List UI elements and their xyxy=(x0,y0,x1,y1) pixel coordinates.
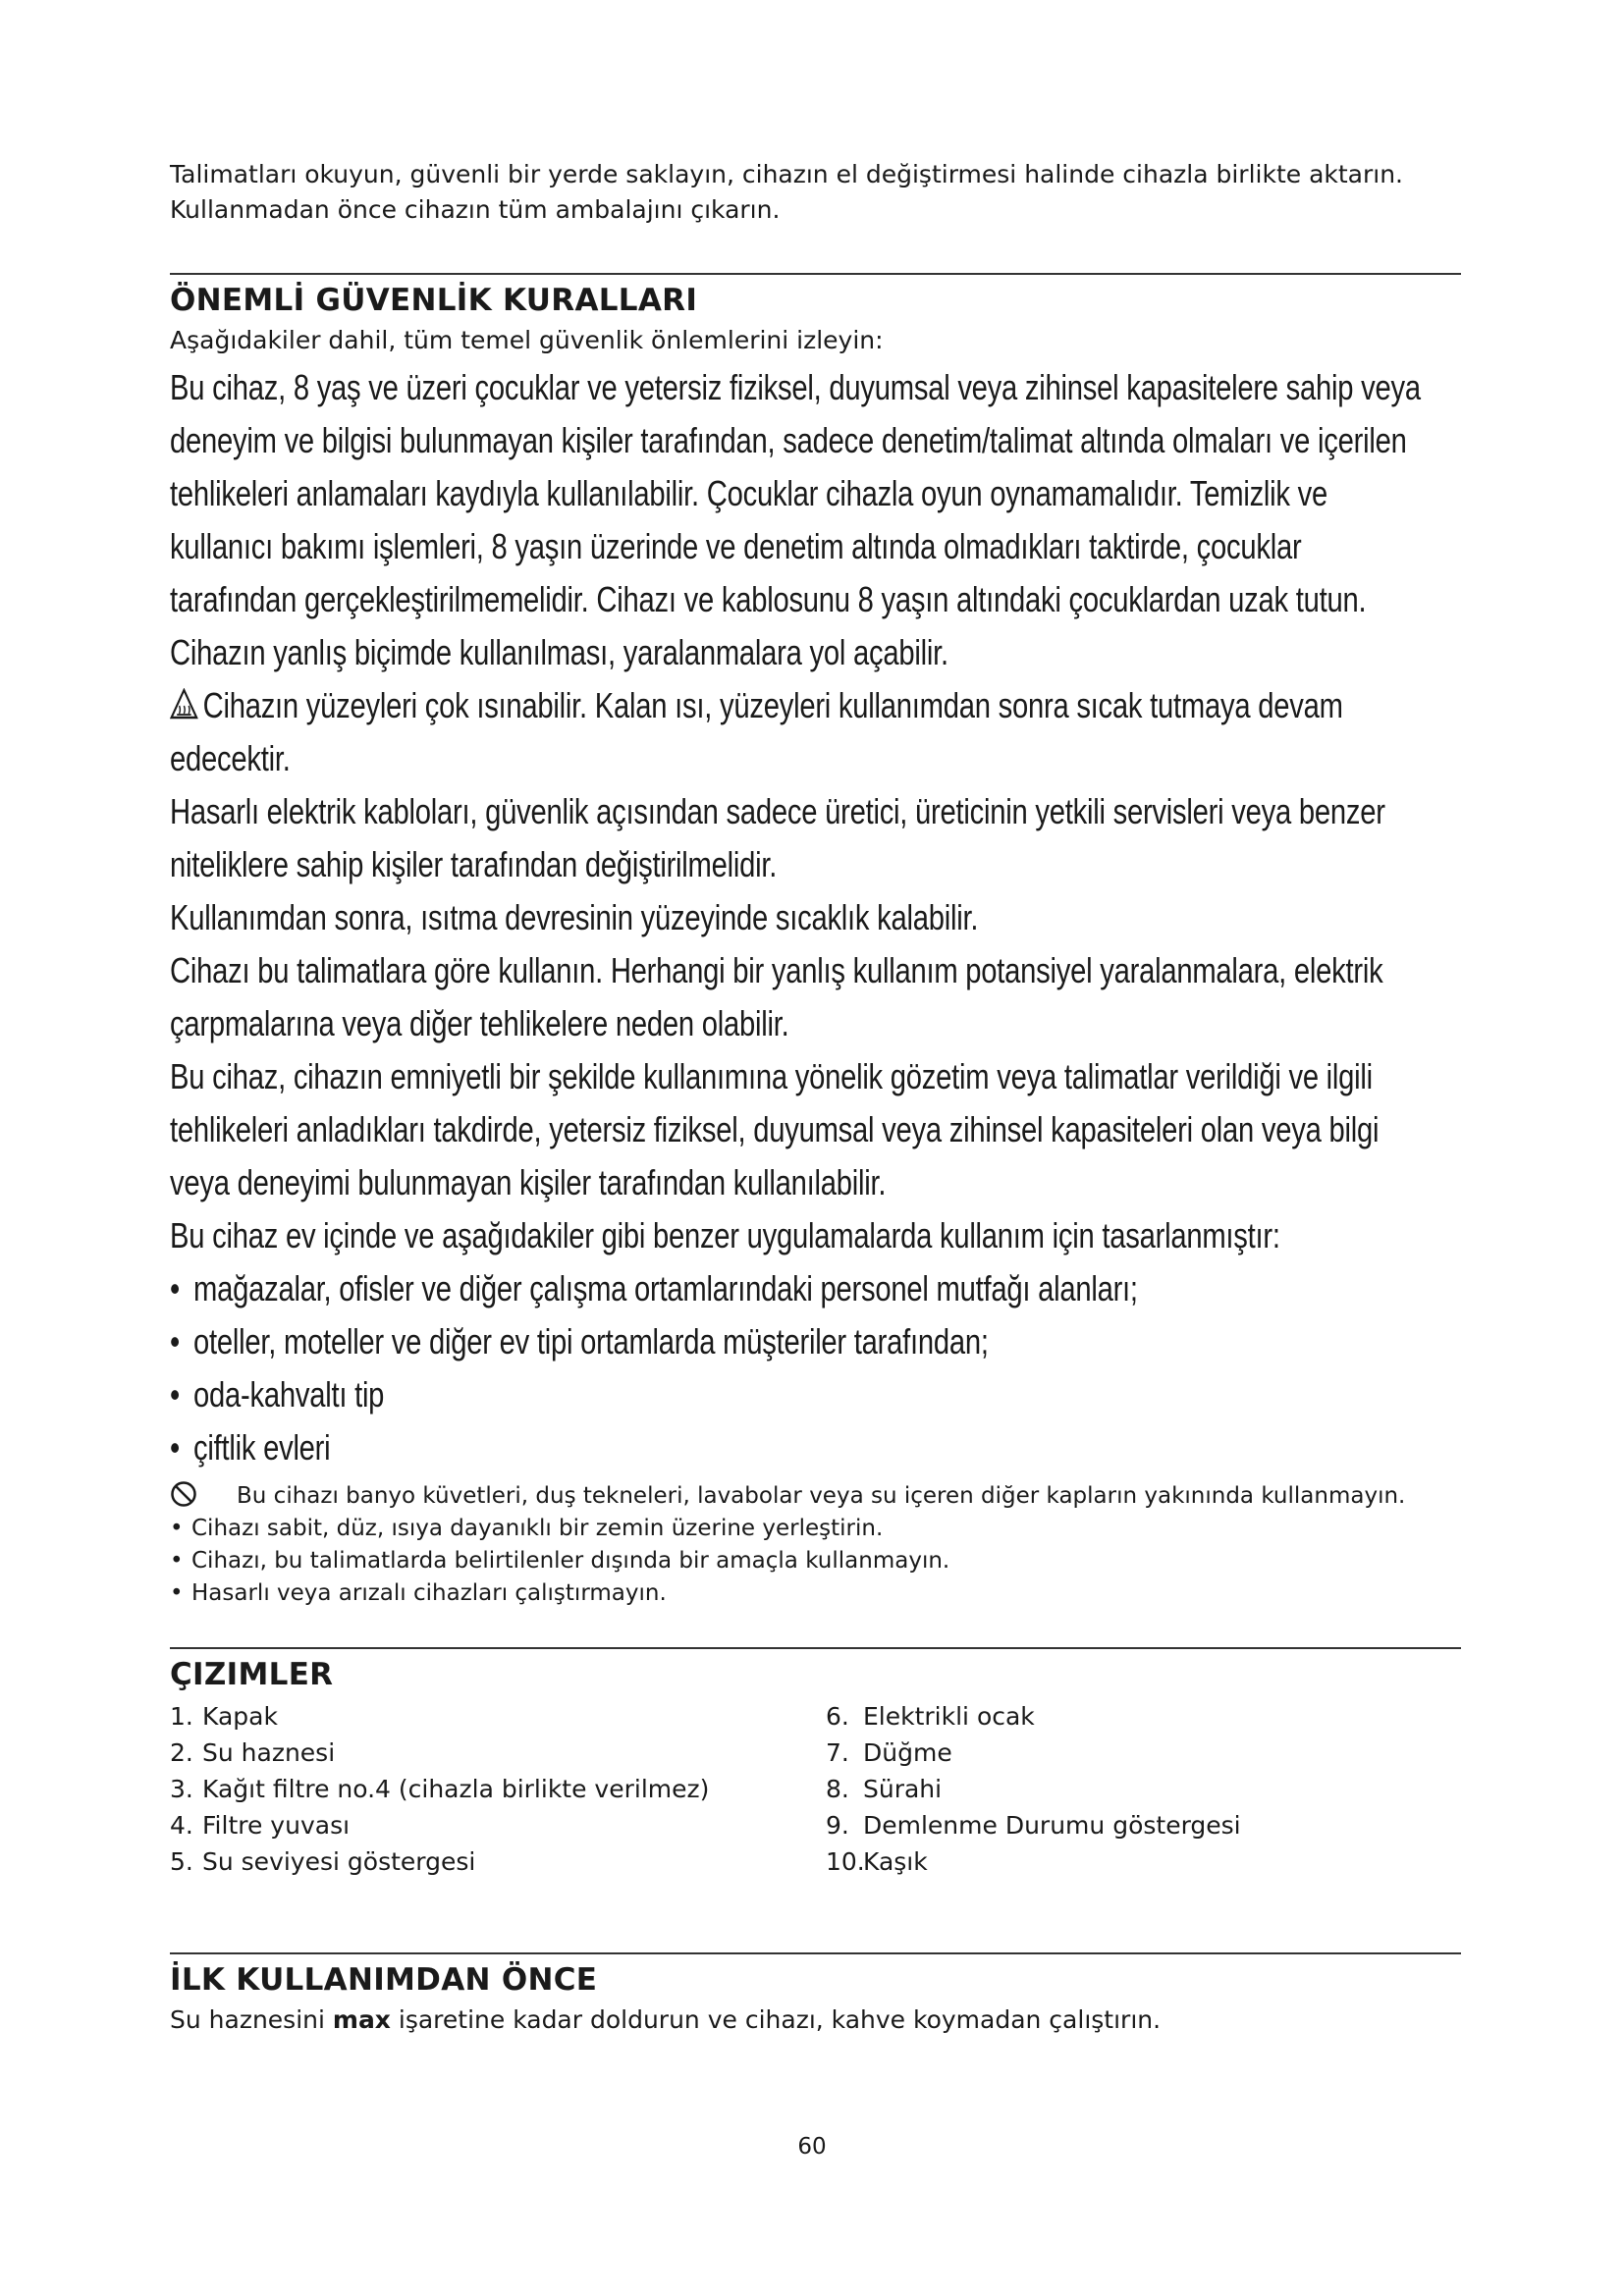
safety-line: tehlikeleri anladıkları takdirde, yetersiz fiziksel, duyumsal veya zihinsel kapasiteleri olan veya bilgi xyxy=(170,1109,1380,1149)
part-item: 6. Elektrikli ocak xyxy=(826,1702,1035,1731)
safety-line: tehlikeleri anlamaları kaydıyla kullanılabilir. Çocuklar cihazla oyun oynamamalıdır. Temizlik ve xyxy=(170,473,1328,513)
list-item-text: mağazalar, ofisler ve diğer çalışma ortamlarındaki personel mutfağı alanları; xyxy=(193,1268,1138,1308)
bullet-icon: • xyxy=(170,1427,180,1468)
list-item xyxy=(170,1577,1461,1610)
list-item-text: Cihazı sabit, düz, ısıya dayanıklı bir zemin üzerine yerleştirin. xyxy=(191,1516,884,1541)
intro xyxy=(170,157,1461,228)
part-item: 8. Sürahi xyxy=(826,1775,943,1803)
prohibit-text: Bu cihazı banyo küvetleri, duş tekneleri, lavabolar veya su içeren diğer kapların yakınında kullanmayın. xyxy=(237,1483,1406,1509)
list-item xyxy=(170,1315,1461,1368)
small-rules xyxy=(170,1480,1461,1610)
manual-page xyxy=(170,157,1461,2041)
divider xyxy=(170,273,1461,275)
safety-line: tarafından gerçekleştirilmemelidir. Cihazı ve kablosunu 8 yaşın altındaki çocuklardan uzak tutun. xyxy=(170,579,1367,619)
bullet-icon: • xyxy=(170,1268,180,1308)
drawings-heading: ÇIZIMLER xyxy=(170,1657,334,1692)
safety-line: kullanıcı bakımı işlemleri, 8 yaşın üzerinde ve denetim altında olmadıkları taktirde, çocuklar xyxy=(170,526,1302,566)
safety-line: Bu cihaz, 8 yaş ve üzeri çocuklar ve yetersiz fiziksel, duyumsal veya zihinsel kapasitelere sahip veya xyxy=(170,367,1421,407)
safety-line: veya deneyimi bulunmayan kişiler tarafından kullanılabilir. xyxy=(170,1162,887,1202)
safety-line: deneyim ve bilgisi bulunmayan kişiler tarafından, sadece denetim/talimat altında olmaları ve içerilen xyxy=(170,420,1407,460)
bullet-icon: • xyxy=(170,1580,184,1606)
safety-heading: ÖNEMLİ GÜVENLİK KURALLARI xyxy=(170,283,698,318)
bullet-icon: • xyxy=(170,1516,184,1541)
list-item-text: oda-kahvaltı tip xyxy=(193,1374,385,1415)
list-item xyxy=(170,1368,1461,1421)
page-number: 60 xyxy=(797,2134,827,2160)
first-use-heading: İLK KULLANIMDAN ÖNCE xyxy=(170,1962,598,1998)
part-item: 1. Kapak xyxy=(170,1702,278,1731)
list-item xyxy=(170,1421,1461,1474)
first-use-text: Su haznesini max işaretine kadar doldurun ve cihazı, kahve koymadan çalıştırın. xyxy=(170,2005,1162,2034)
prohibit-rule xyxy=(170,1480,1461,1513)
bullet-icon: • xyxy=(170,1548,184,1574)
part-item: 2. Su haznesi xyxy=(170,1738,336,1767)
safety-text xyxy=(170,361,1461,1474)
safety-line: Hasarlı elektrik kabloları, güvenlik açısından sadece üretici, üreticinin yetkili servisleri veya benzer xyxy=(170,791,1385,831)
list-item-text: oteller, moteller ve diğer ev tipi ortamlarda müşteriler tarafından; xyxy=(193,1321,989,1362)
parts-list xyxy=(170,1698,1461,1880)
safety-line: Cihazı bu talimatlara göre kullanın. Herhangi bir yanlış kullanım potansiyel yaralanmalara, elektrik xyxy=(170,950,1383,990)
hot-surface-warning-icon xyxy=(170,688,198,720)
safety-line: edecektir. xyxy=(170,738,291,778)
max-mark: max xyxy=(332,2005,391,2034)
intro-line-2: Kullanmadan önce cihazın tüm ambalajını çıkarın. xyxy=(170,195,781,224)
hot-surface-warning xyxy=(170,679,1461,732)
safety-line: Bu cihaz ev içinde ve aşağıdakiler gibi benzer uygulamalarda kullanım için tasarlanmıştır: xyxy=(170,1215,1280,1255)
parts-column-right xyxy=(826,1698,1241,1880)
safety-line: Bu cihaz, cihazın emniyetli bir şekilde kullanımına yönelik gözetim veya talimatlar verildiği ve ilgili xyxy=(170,1056,1373,1096)
part-item: 4. Filtre yuvası xyxy=(170,1811,351,1840)
prohibited-icon xyxy=(170,1480,197,1508)
hot-surface-text: Cihazın yüzeyleri çok ısınabilir. Kalan ısı, yüzeyleri kullanımdan sonra sıcak tutmaya devam xyxy=(202,685,1343,725)
list-item-text: çiftlik evleri xyxy=(193,1427,331,1468)
safety-line: niteliklere sahip kişiler tarafından değiştirilmelidir. xyxy=(170,844,778,884)
divider xyxy=(170,1952,1461,1954)
part-item: 10.Kaşık xyxy=(826,1847,928,1876)
list-item xyxy=(170,1545,1461,1577)
part-item: 7. Düğme xyxy=(826,1738,952,1767)
bullet-icon: • xyxy=(170,1374,180,1415)
safety-line: çarpmalarına veya diğer tehlikelere neden olabilir. xyxy=(170,1003,789,1043)
list-item xyxy=(170,1262,1461,1315)
part-item: 3. Kağıt filtre no.4 (cihazla birlikte verilmez) xyxy=(170,1775,710,1803)
safety-lead: Aşağıdakiler dahil, tüm temel güvenlik önlemlerini izleyin: xyxy=(170,326,884,354)
divider xyxy=(170,1647,1461,1649)
part-item: 5. Su seviyesi göstergesi xyxy=(170,1847,476,1876)
part-item: 9. Demlenme Durumu göstergesi xyxy=(826,1811,1241,1840)
list-item-text: Cihazı, bu talimatlarda belirtilenler dışında bir amaçla kullanmayın. xyxy=(191,1548,950,1574)
parts-column-left xyxy=(170,1698,826,1880)
list-item xyxy=(170,1513,1461,1545)
safety-line: Kullanımdan sonra, ısıtma devresinin yüzeyinde sıcaklık kalabilir. xyxy=(170,897,979,937)
intro-line-1: Talimatları okuyun, güvenli bir yerde saklayın, cihazın el değiştirmesi halinde cihazla birlikte aktarın. xyxy=(170,160,1404,188)
bullet-icon: • xyxy=(170,1321,180,1362)
safety-line: Cihazın yanlış biçimde kullanılması, yaralanmalara yol açabilir. xyxy=(170,632,948,672)
list-item-text: Hasarlı veya arızalı cihazları çalıştırmayın. xyxy=(191,1580,667,1606)
